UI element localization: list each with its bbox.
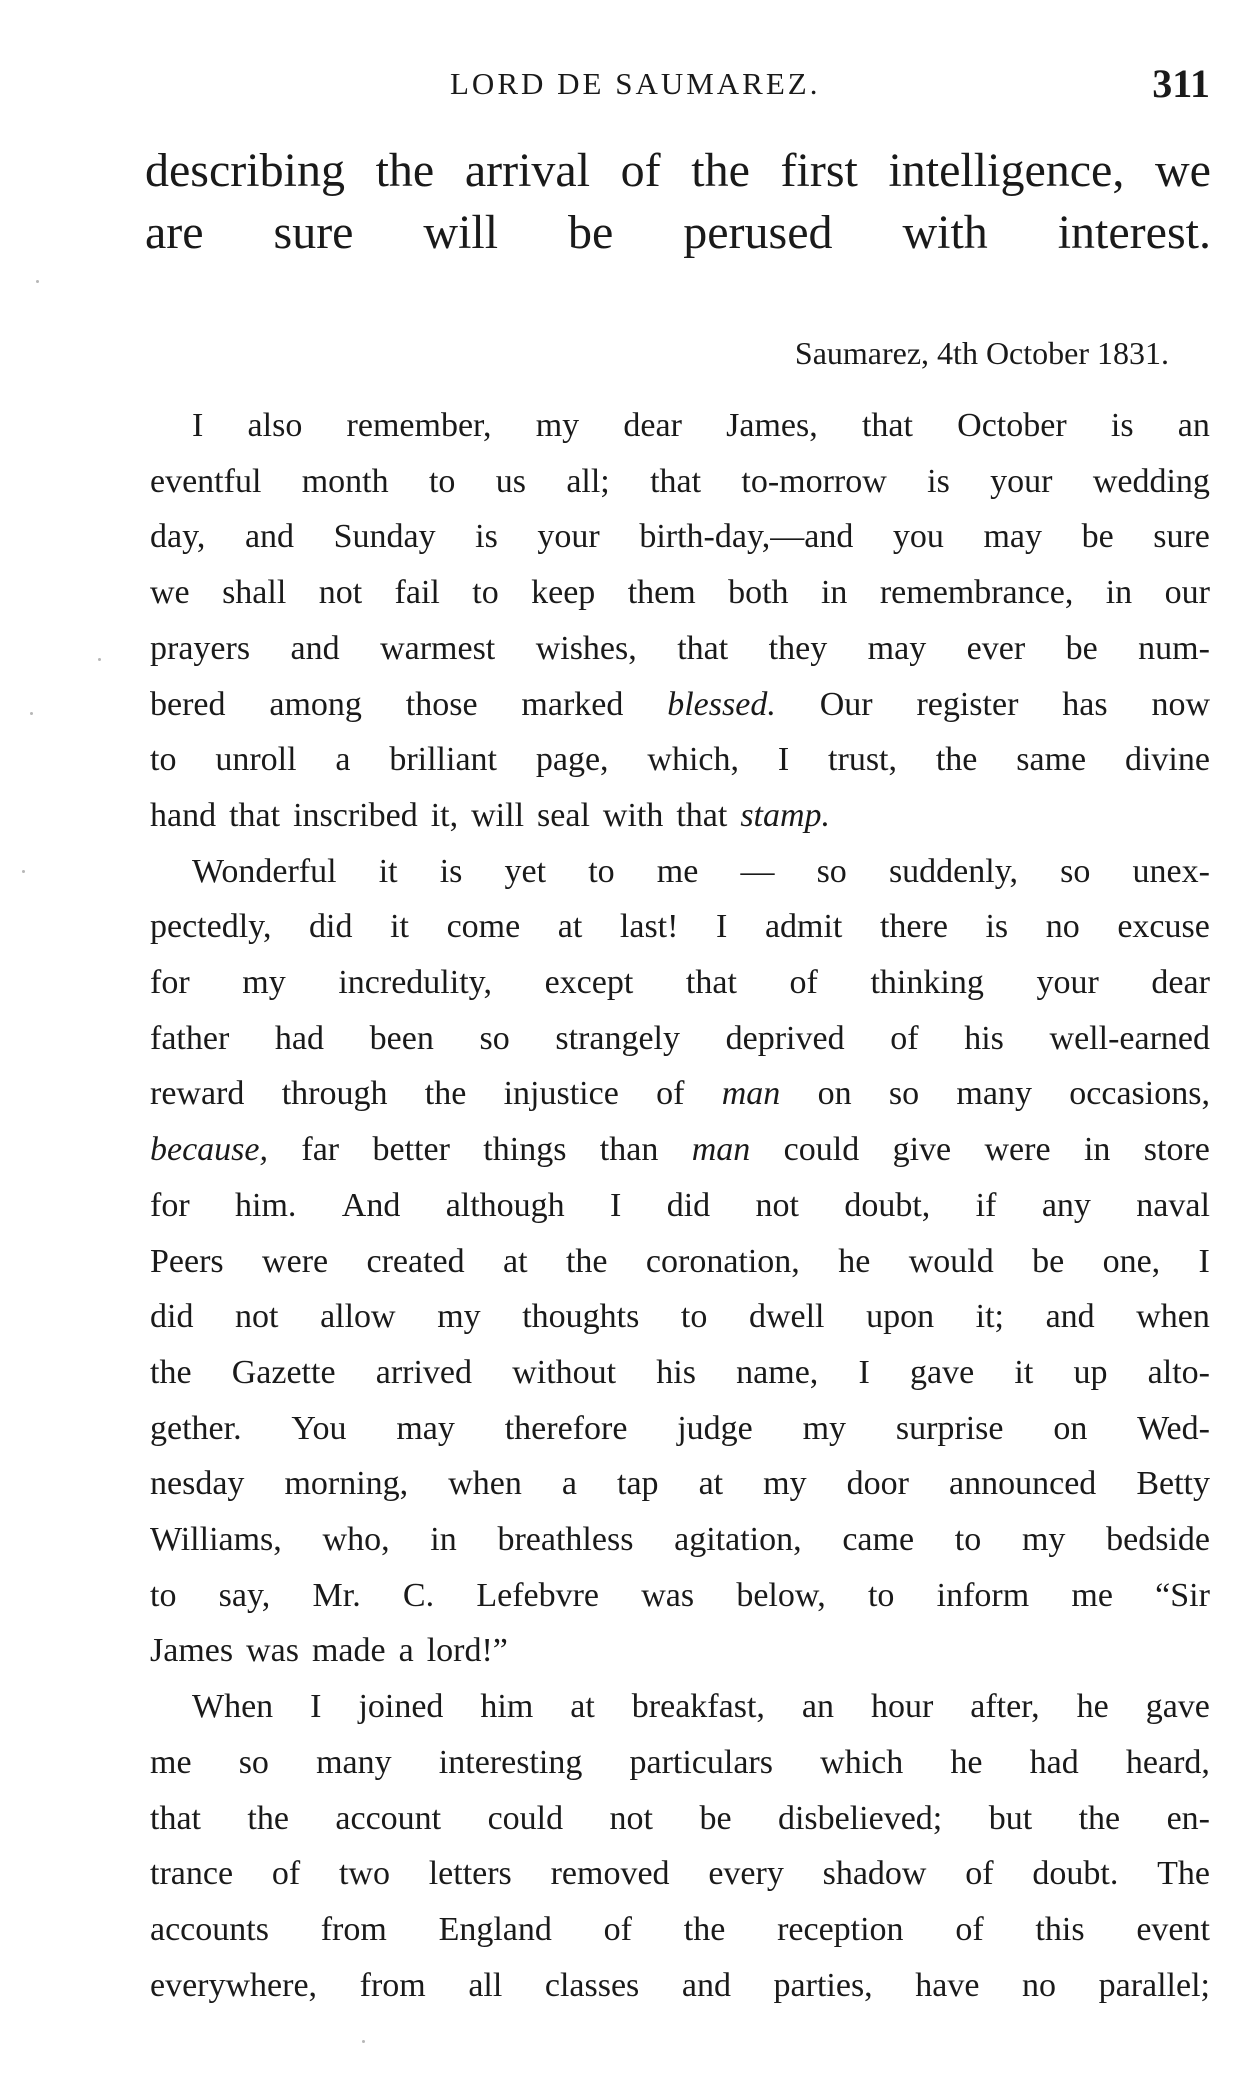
page-speck	[30, 712, 33, 715]
letter-line: reward through the injustice of man on so many occasions,	[150, 1075, 1210, 1113]
letter-line: prayers and warmest wishes, that they may ever be num-	[150, 629, 1210, 667]
letter-line: gether. You may therefore judge my surprise on Wed-	[150, 1409, 1210, 1447]
letter-line: did not allow my thoughts to dwell upon it; and when	[150, 1298, 1210, 1336]
letter-line: Wonderful it is yet to me — so suddenly, so unex-	[192, 852, 1210, 890]
page-speck	[362, 2040, 365, 2043]
letter-line: nesday morning, when a tap at my door announced Betty	[150, 1465, 1210, 1503]
letter-line: that the account could not be disbelieved; but the en-	[150, 1799, 1210, 1837]
letter-line: trance of two letters removed every shadow of doubt. The	[150, 1855, 1210, 1893]
letter-line: When I joined him at breakfast, an hour after, he gave	[192, 1688, 1210, 1726]
page-speck	[22, 870, 25, 873]
letter-line: me so many interesting particulars which he had heard,	[150, 1743, 1210, 1781]
letter-line: bered among those marked blessed. Our register has now	[150, 685, 1210, 723]
lead-line: are sure will be perused with interest.	[145, 206, 1211, 259]
running-head	[150, 61, 1210, 106]
lead-line: describing the arrival of the first intelligence, we	[145, 144, 1211, 197]
letter-line: father had been so strangely deprived of his well-earned	[150, 1019, 1210, 1057]
letter-line: James was made a lord!”	[150, 1632, 508, 1670]
lead-paragraph	[145, 140, 1211, 264]
letter-line: the Gazette arrived without his name, I gave it up alto-	[150, 1353, 1210, 1391]
page-speck	[36, 280, 39, 283]
letter-dateline: Saumarez, 4th October 1831.	[794, 335, 1169, 371]
page-speck	[98, 658, 101, 661]
letter-line: everywhere, from all classes and parties, have no parallel;	[150, 1966, 1210, 2004]
letter-line: Peers were created at the coronation, he would be one, I	[150, 1242, 1210, 1280]
letter-line: because, far better things than man could give were in store	[150, 1131, 1210, 1169]
letter-body	[150, 398, 1210, 2013]
letter-line: I also remember, my dear James, that October is an	[192, 407, 1210, 444]
letter-line: Williams, who, in breathless agitation, came to my bedside	[150, 1521, 1210, 1559]
letter-line: eventful month to us all; that to-morrow is your wedding	[150, 462, 1210, 500]
letter-line: for my incredulity, except that of thinking your dear	[150, 964, 1210, 1002]
letter-line: accounts from England of the reception of this event	[150, 1910, 1210, 1948]
letter-line: to say, Mr. C. Lefebvre was below, to inform me “Sir	[150, 1576, 1210, 1614]
letter-line: hand that inscribed it, will seal with that stamp.	[150, 796, 831, 834]
letter-line: pectedly, did it come at last! I admit there is no excuse	[150, 908, 1210, 946]
letter-line: for him. And although I did not doubt, if any naval	[150, 1186, 1210, 1224]
running-title: LORD DE SAUMAREZ.	[450, 66, 821, 101]
letter-line: day, and Sunday is your birth-day,—and you may be sure	[150, 518, 1210, 556]
letter-line: we shall not fail to keep them both in remembrance, in our	[150, 574, 1210, 612]
page-number: 311	[1152, 61, 1210, 106]
letter-line: to unroll a brilliant page, which, I trust, the same divine	[150, 741, 1210, 779]
